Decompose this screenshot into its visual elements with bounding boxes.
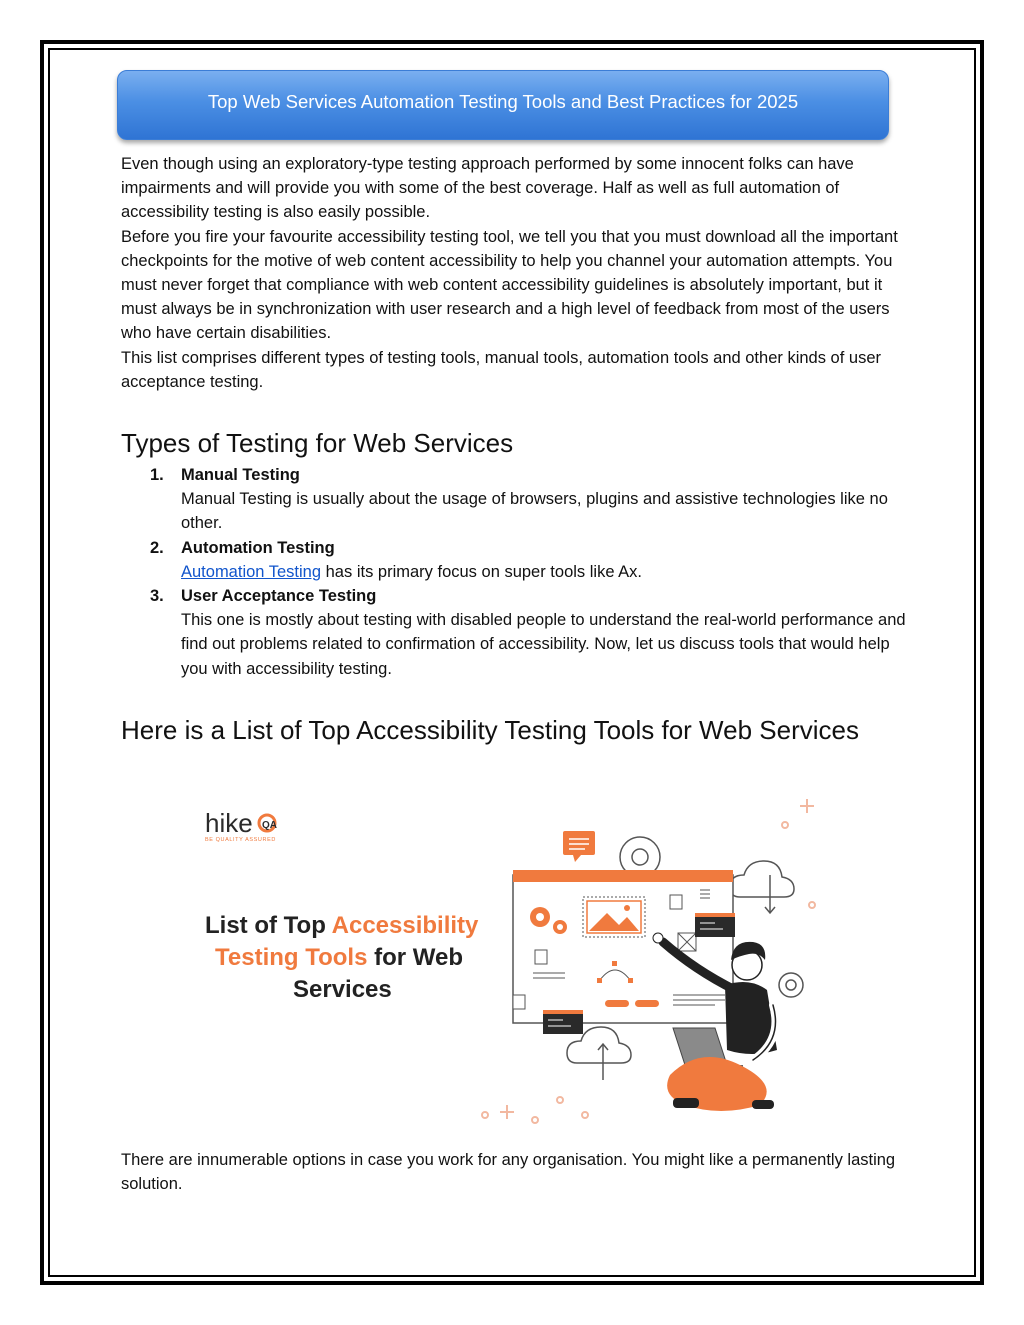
- logo-mark: QA: [262, 820, 277, 831]
- svg-text:List of Top Accessibility: [205, 912, 479, 939]
- list-item-title: User Acceptance Testing: [181, 587, 377, 606]
- hero-illustration: [195, 795, 830, 1135]
- headline-accent: Accessibility: [331, 912, 479, 939]
- testing-types-list: [121, 463, 911, 681]
- list-number: 2.: [150, 538, 164, 557]
- intro-paragraph-1: Even though using an exploratory-type testing approach performed by some innocent folks can have impairments and will provide you with some of the best coverage. Half as well as full automation of accessibility testing is also easily possible.: [121, 155, 854, 222]
- list-number: 3.: [150, 587, 164, 606]
- automation-testing-link[interactable]: Automation Testing: [181, 562, 322, 581]
- title-banner: [117, 70, 889, 140]
- cloud-upload-icon: [567, 1027, 631, 1080]
- browser-window: [513, 870, 733, 1023]
- logo-tagline: BE QUALITY ASSURED: [205, 837, 276, 843]
- closing-section: [121, 1148, 911, 1196]
- list-number: 1.: [150, 466, 164, 485]
- logo-text: hike: [205, 808, 253, 838]
- illustration-headline: [205, 912, 479, 1003]
- closing-paragraph: There are innumerable options in case you work for any organisation. You might like a permanently lasting solution.: [121, 1151, 896, 1194]
- chat-bubble-icon: [563, 831, 595, 862]
- list-item-text: Manual Testing is usually about the usage of browsers, plugins and assistive technologies like no other.: [181, 490, 888, 533]
- cloud-download-icon: [730, 861, 794, 913]
- list-item-text: This one is mostly about testing with disabled people to understand the real-world performance and find out problems related to confirmation of accessibility. Now, let us discuss tools that would help you with accessibility testing.: [181, 611, 906, 678]
- intro-paragraph-3: This list comprises different types of testing tools, manual tools, automation tools and other kinds of user acceptance testing.: [121, 348, 881, 391]
- list-item-title: Automation Testing: [181, 538, 335, 557]
- settings-gear-icon: [779, 973, 803, 997]
- headline-part: for Web: [367, 944, 463, 971]
- list-item: [121, 536, 911, 584]
- hikeqa-logo: [205, 808, 277, 843]
- headline-accent: Testing Tools: [215, 944, 368, 971]
- list-item: [121, 584, 911, 681]
- headline-part: Services: [293, 976, 392, 1003]
- headline-part: List of Top: [205, 912, 332, 939]
- svg-text:Testing Tools for Web: [215, 944, 463, 971]
- list-item-text: has its primary focus on super tools like Ax.: [321, 562, 643, 581]
- types-heading: Types of Testing for Web Services: [121, 428, 514, 459]
- list-item: [121, 463, 911, 536]
- tools-heading: Here is a List of Top Accessibility Testing Tools for Web Services: [121, 714, 859, 745]
- intro-paragraph-2: Before you fire your favourite accessibility testing tool, we tell you that you must download all the important checkpoints for the motive of web content accessibility to help you channel your automation attempts. You must never forget that compliance with web content accessibility guidelines is absolutely important, but it must always be in synchronization with user research and a high level of feedback from most of the users who have certain disabilities.: [121, 227, 898, 343]
- list-item-title: Manual Testing: [181, 466, 300, 485]
- main-content: [121, 152, 911, 746]
- page-title: Top Web Services Automation Testing Tools and Best Practices for 2025: [207, 91, 799, 112]
